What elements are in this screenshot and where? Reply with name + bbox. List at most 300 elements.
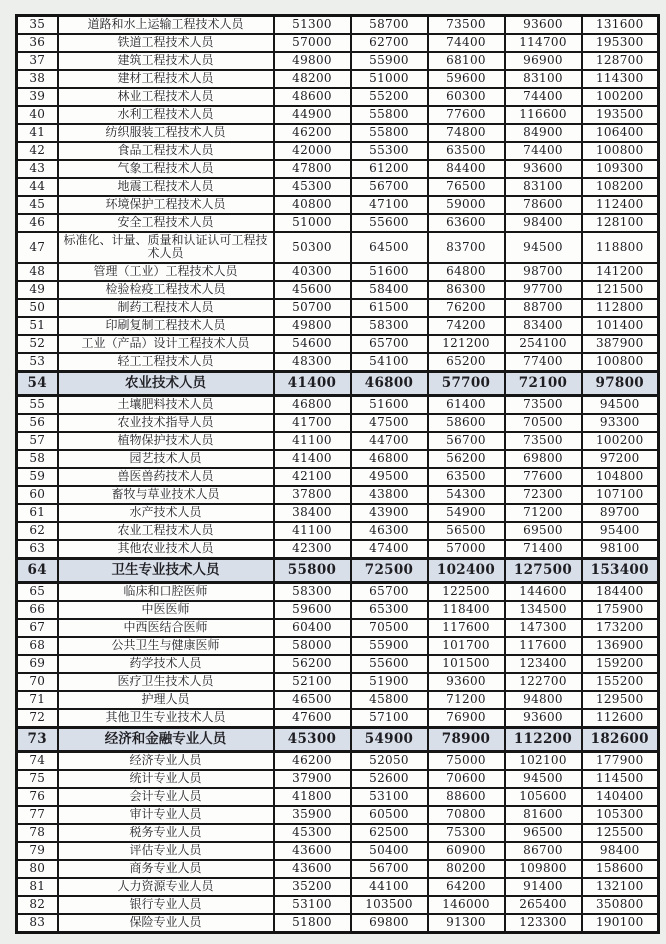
salary-value: 43600 xyxy=(274,842,351,860)
salary-value: 100800 xyxy=(582,142,659,160)
salary-value: 51000 xyxy=(351,70,428,88)
salary-value: 56700 xyxy=(351,178,428,196)
row-index: 75 xyxy=(17,770,58,788)
salary-value: 182600 xyxy=(582,727,659,751)
row-index: 67 xyxy=(17,619,58,637)
salary-value: 93600 xyxy=(505,160,582,178)
salary-value: 102100 xyxy=(505,751,582,770)
salary-value: 112800 xyxy=(582,299,659,317)
salary-value: 45300 xyxy=(274,178,351,196)
salary-value: 73500 xyxy=(505,432,582,450)
occupation-name: 检验检疫工程技术人员 xyxy=(58,281,274,299)
salary-value: 86300 xyxy=(428,281,505,299)
occupation-name: 土壤肥料技术人员 xyxy=(58,395,274,414)
salary-value: 193500 xyxy=(582,106,659,124)
salary-value: 54100 xyxy=(351,353,428,372)
salary-value: 98100 xyxy=(582,540,659,559)
salary-value: 97800 xyxy=(582,371,659,395)
salary-value: 88700 xyxy=(505,299,582,317)
salary-value: 101700 xyxy=(428,637,505,655)
occupation-name: 中西医结合医师 xyxy=(58,619,274,637)
occupation-name: 其他农业技术人员 xyxy=(58,540,274,559)
salary-value: 64800 xyxy=(428,263,505,281)
table-row xyxy=(17,709,659,728)
salary-value: 97700 xyxy=(505,281,582,299)
salary-value: 51000 xyxy=(274,214,351,232)
occupation-name: 税务专业人员 xyxy=(58,824,274,842)
table-row xyxy=(17,619,659,637)
table-row xyxy=(17,770,659,788)
occupation-name: 临床和口腔医师 xyxy=(58,582,274,601)
occupation-name: 保险专业人员 xyxy=(58,914,274,933)
table-row xyxy=(17,214,659,232)
table-row xyxy=(17,335,659,353)
occupation-name: 地震工程技术人员 xyxy=(58,178,274,196)
salary-value: 59600 xyxy=(428,70,505,88)
salary-value: 63500 xyxy=(428,468,505,486)
salary-value: 83700 xyxy=(428,232,505,263)
occupation-name: 审计专业人员 xyxy=(58,806,274,824)
occupation-name: 铁道工程技术人员 xyxy=(58,34,274,52)
occupation-name: 卫生专业技术人员 xyxy=(58,558,274,582)
salary-value: 40800 xyxy=(274,196,351,214)
table-row xyxy=(17,824,659,842)
salary-value: 78900 xyxy=(428,727,505,751)
salary-value: 75300 xyxy=(428,824,505,842)
salary-value: 51300 xyxy=(274,16,351,35)
salary-value: 83400 xyxy=(505,317,582,335)
salary-value: 100200 xyxy=(582,88,659,106)
table-row xyxy=(17,232,659,263)
salary-value: 94500 xyxy=(582,395,659,414)
occupation-name: 标准化、计量、质量和认证认可工程技术人员 xyxy=(58,232,274,263)
salary-value: 45300 xyxy=(274,824,351,842)
salary-value: 49800 xyxy=(274,52,351,70)
row-index: 55 xyxy=(17,395,58,414)
salary-value: 53100 xyxy=(274,896,351,914)
table-row xyxy=(17,468,659,486)
row-index: 70 xyxy=(17,673,58,691)
salary-value: 125500 xyxy=(582,824,659,842)
row-index: 76 xyxy=(17,788,58,806)
salary-value: 190100 xyxy=(582,914,659,933)
salary-value: 48200 xyxy=(274,70,351,88)
occupation-name: 医疗卫生技术人员 xyxy=(58,673,274,691)
row-index: 61 xyxy=(17,504,58,522)
occupation-name: 安全工程技术人员 xyxy=(58,214,274,232)
table-row xyxy=(17,281,659,299)
occupation-name: 银行专业人员 xyxy=(58,896,274,914)
table-row xyxy=(17,601,659,619)
salary-value: 265400 xyxy=(505,896,582,914)
salary-value: 72100 xyxy=(505,371,582,395)
salary-value: 155200 xyxy=(582,673,659,691)
row-index: 35 xyxy=(17,16,58,35)
occupation-name: 公共卫生与健康医师 xyxy=(58,637,274,655)
row-index: 54 xyxy=(17,371,58,395)
salary-value: 52050 xyxy=(351,751,428,770)
salary-value: 64200 xyxy=(428,878,505,896)
table-row xyxy=(17,432,659,450)
occupation-name: 经济专业人员 xyxy=(58,751,274,770)
occupation-name: 统计专业人员 xyxy=(58,770,274,788)
salary-value: 70500 xyxy=(505,414,582,432)
salary-value: 88600 xyxy=(428,788,505,806)
salary-value: 42100 xyxy=(274,468,351,486)
salary-value: 61500 xyxy=(351,299,428,317)
salary-value: 50700 xyxy=(274,299,351,317)
salary-value: 46500 xyxy=(274,691,351,709)
salary-value: 42300 xyxy=(274,540,351,559)
salary-value: 146000 xyxy=(428,896,505,914)
salary-value: 86700 xyxy=(505,842,582,860)
row-index: 49 xyxy=(17,281,58,299)
salary-value: 54900 xyxy=(428,504,505,522)
occupation-name: 管理（工业）工程技术人员 xyxy=(58,263,274,281)
salary-value: 144600 xyxy=(505,582,582,601)
salary-value: 121200 xyxy=(428,335,505,353)
row-index: 68 xyxy=(17,637,58,655)
salary-value: 97200 xyxy=(582,450,659,468)
salary-value: 65300 xyxy=(351,601,428,619)
row-index: 45 xyxy=(17,196,58,214)
salary-value: 57000 xyxy=(274,34,351,52)
salary-value: 77600 xyxy=(505,468,582,486)
salary-value: 131600 xyxy=(582,16,659,35)
salary-value: 128100 xyxy=(582,214,659,232)
occupation-name: 兽医兽药技术人员 xyxy=(58,468,274,486)
row-index: 71 xyxy=(17,691,58,709)
salary-value: 195300 xyxy=(582,34,659,52)
salary-value: 83100 xyxy=(505,178,582,196)
salary-value: 72300 xyxy=(505,486,582,504)
salary-value: 47800 xyxy=(274,160,351,178)
salary-value: 47600 xyxy=(274,709,351,728)
salary-value: 60300 xyxy=(428,88,505,106)
salary-value: 58400 xyxy=(351,281,428,299)
table-row xyxy=(17,299,659,317)
salary-value: 48600 xyxy=(274,88,351,106)
table-row xyxy=(17,522,659,540)
salary-value: 69500 xyxy=(505,522,582,540)
salary-value: 117600 xyxy=(505,637,582,655)
table-row xyxy=(17,914,659,933)
salary-value: 108200 xyxy=(582,178,659,196)
salary-value: 74400 xyxy=(505,142,582,160)
table-row xyxy=(17,16,659,35)
salary-value: 62700 xyxy=(351,34,428,52)
salary-value: 56200 xyxy=(274,655,351,673)
salary-value: 141200 xyxy=(582,263,659,281)
salary-value: 106400 xyxy=(582,124,659,142)
table-row xyxy=(17,637,659,655)
salary-value: 46800 xyxy=(274,395,351,414)
salary-value: 62500 xyxy=(351,824,428,842)
table-row xyxy=(17,88,659,106)
salary-value: 56200 xyxy=(428,450,505,468)
salary-value: 93600 xyxy=(505,16,582,35)
salary-table-body xyxy=(17,16,659,933)
table-row xyxy=(17,842,659,860)
row-index: 56 xyxy=(17,414,58,432)
salary-value: 91300 xyxy=(428,914,505,933)
table-row xyxy=(17,160,659,178)
row-index: 82 xyxy=(17,896,58,914)
salary-value: 37900 xyxy=(274,770,351,788)
salary-value: 123300 xyxy=(505,914,582,933)
salary-value: 177900 xyxy=(582,751,659,770)
salary-value: 41400 xyxy=(274,371,351,395)
occupation-name: 制药工程技术人员 xyxy=(58,299,274,317)
row-index: 57 xyxy=(17,432,58,450)
salary-value: 70500 xyxy=(351,619,428,637)
salary-value: 58000 xyxy=(274,637,351,655)
salary-value: 57100 xyxy=(351,709,428,728)
salary-value: 76900 xyxy=(428,709,505,728)
salary-value: 58300 xyxy=(351,317,428,335)
salary-value: 73500 xyxy=(505,395,582,414)
salary-value: 98400 xyxy=(582,842,659,860)
salary-value: 56500 xyxy=(428,522,505,540)
occupation-name: 评估专业人员 xyxy=(58,842,274,860)
table-row xyxy=(17,860,659,878)
occupation-name: 农业技术人员 xyxy=(58,371,274,395)
row-index: 36 xyxy=(17,34,58,52)
salary-value: 52600 xyxy=(351,770,428,788)
row-index: 51 xyxy=(17,317,58,335)
salary-value: 71400 xyxy=(505,540,582,559)
salary-value: 55200 xyxy=(351,88,428,106)
row-index: 73 xyxy=(17,727,58,751)
salary-value: 46800 xyxy=(351,450,428,468)
salary-value: 72500 xyxy=(351,558,428,582)
salary-value: 112200 xyxy=(505,727,582,751)
row-index: 64 xyxy=(17,558,58,582)
salary-value: 98700 xyxy=(505,263,582,281)
table-row xyxy=(17,414,659,432)
salary-value: 59000 xyxy=(428,196,505,214)
salary-value: 54600 xyxy=(274,335,351,353)
occupation-name: 水产技术人员 xyxy=(58,504,274,522)
salary-value: 71200 xyxy=(505,504,582,522)
salary-value: 50300 xyxy=(274,232,351,263)
salary-value: 44900 xyxy=(274,106,351,124)
salary-value: 94500 xyxy=(505,232,582,263)
salary-value: 51900 xyxy=(351,673,428,691)
table-row xyxy=(17,486,659,504)
salary-value: 84900 xyxy=(505,124,582,142)
salary-value: 56700 xyxy=(428,432,505,450)
salary-table xyxy=(15,14,660,934)
salary-value: 100800 xyxy=(582,353,659,372)
salary-value: 74400 xyxy=(505,88,582,106)
occupation-name: 纺织服装工程技术人员 xyxy=(58,124,274,142)
salary-value: 122500 xyxy=(428,582,505,601)
salary-value: 43800 xyxy=(351,486,428,504)
salary-value: 63500 xyxy=(428,142,505,160)
occupation-name: 气象工程技术人员 xyxy=(58,160,274,178)
salary-value: 55800 xyxy=(274,558,351,582)
occupation-name: 植物保护技术人员 xyxy=(58,432,274,450)
row-index: 74 xyxy=(17,751,58,770)
salary-value: 35900 xyxy=(274,806,351,824)
salary-value: 83100 xyxy=(505,70,582,88)
salary-value: 71200 xyxy=(428,691,505,709)
row-index: 80 xyxy=(17,860,58,878)
salary-value: 128700 xyxy=(582,52,659,70)
row-index: 44 xyxy=(17,178,58,196)
salary-value: 118800 xyxy=(582,232,659,263)
salary-value: 57000 xyxy=(428,540,505,559)
salary-value: 55600 xyxy=(351,655,428,673)
row-index: 42 xyxy=(17,142,58,160)
salary-value: 47500 xyxy=(351,414,428,432)
salary-value: 46300 xyxy=(351,522,428,540)
salary-value: 114700 xyxy=(505,34,582,52)
row-index: 79 xyxy=(17,842,58,860)
salary-value: 51600 xyxy=(351,395,428,414)
row-index: 77 xyxy=(17,806,58,824)
occupation-name: 食品工程技术人员 xyxy=(58,142,274,160)
occupation-name: 水利工程技术人员 xyxy=(58,106,274,124)
salary-value: 95400 xyxy=(582,522,659,540)
row-index: 46 xyxy=(17,214,58,232)
occupation-name: 建材工程技术人员 xyxy=(58,70,274,88)
salary-value: 49800 xyxy=(274,317,351,335)
salary-value: 93600 xyxy=(505,709,582,728)
salary-value: 104800 xyxy=(582,468,659,486)
salary-value: 46200 xyxy=(274,124,351,142)
row-index: 78 xyxy=(17,824,58,842)
table-row xyxy=(17,788,659,806)
salary-value: 76500 xyxy=(428,178,505,196)
occupation-name: 农业工程技术人员 xyxy=(58,522,274,540)
salary-value: 48300 xyxy=(274,353,351,372)
salary-value: 173200 xyxy=(582,619,659,637)
salary-value: 94800 xyxy=(505,691,582,709)
salary-value: 147300 xyxy=(505,619,582,637)
section-row xyxy=(17,558,659,582)
salary-value: 76200 xyxy=(428,299,505,317)
salary-value: 98400 xyxy=(505,214,582,232)
salary-value: 387900 xyxy=(582,335,659,353)
row-index: 59 xyxy=(17,468,58,486)
table-row xyxy=(17,504,659,522)
salary-value: 68100 xyxy=(428,52,505,70)
section-row xyxy=(17,371,659,395)
salary-value: 101500 xyxy=(428,655,505,673)
salary-value: 50400 xyxy=(351,842,428,860)
salary-value: 53100 xyxy=(351,788,428,806)
salary-value: 123400 xyxy=(505,655,582,673)
salary-value: 37800 xyxy=(274,486,351,504)
salary-value: 70600 xyxy=(428,770,505,788)
salary-value: 55900 xyxy=(351,637,428,655)
salary-value: 153400 xyxy=(582,558,659,582)
row-index: 50 xyxy=(17,299,58,317)
salary-value: 96500 xyxy=(505,824,582,842)
row-index: 83 xyxy=(17,914,58,933)
salary-value: 77600 xyxy=(428,106,505,124)
occupation-name: 农业技术指导人员 xyxy=(58,414,274,432)
salary-value: 78600 xyxy=(505,196,582,214)
salary-value: 102400 xyxy=(428,558,505,582)
salary-value: 80200 xyxy=(428,860,505,878)
salary-value: 121500 xyxy=(582,281,659,299)
salary-value: 74800 xyxy=(428,124,505,142)
table-row xyxy=(17,655,659,673)
occupation-name: 中医医师 xyxy=(58,601,274,619)
salary-value: 65200 xyxy=(428,353,505,372)
salary-value: 61200 xyxy=(351,160,428,178)
table-row xyxy=(17,691,659,709)
salary-value: 89700 xyxy=(582,504,659,522)
row-index: 40 xyxy=(17,106,58,124)
salary-value: 69800 xyxy=(351,914,428,933)
salary-value: 55300 xyxy=(351,142,428,160)
salary-value: 55800 xyxy=(351,106,428,124)
row-index: 41 xyxy=(17,124,58,142)
salary-value: 51800 xyxy=(274,914,351,933)
salary-value: 112600 xyxy=(582,709,659,728)
salary-value: 58600 xyxy=(428,414,505,432)
salary-value: 47400 xyxy=(351,540,428,559)
salary-value: 70800 xyxy=(428,806,505,824)
salary-value: 60500 xyxy=(351,806,428,824)
salary-value: 41700 xyxy=(274,414,351,432)
section-row xyxy=(17,727,659,751)
salary-value: 127500 xyxy=(505,558,582,582)
salary-value: 93600 xyxy=(428,673,505,691)
row-index: 48 xyxy=(17,263,58,281)
salary-value: 74400 xyxy=(428,34,505,52)
row-index: 43 xyxy=(17,160,58,178)
row-index: 62 xyxy=(17,522,58,540)
table-row xyxy=(17,878,659,896)
salary-value: 41400 xyxy=(274,450,351,468)
salary-value: 55900 xyxy=(351,52,428,70)
table-row xyxy=(17,353,659,372)
salary-value: 57700 xyxy=(428,371,505,395)
salary-value: 140400 xyxy=(582,788,659,806)
salary-value: 350800 xyxy=(582,896,659,914)
salary-value: 65700 xyxy=(351,582,428,601)
occupation-name: 印刷复制工程技术人员 xyxy=(58,317,274,335)
row-index: 38 xyxy=(17,70,58,88)
salary-value: 175900 xyxy=(582,601,659,619)
salary-value: 158600 xyxy=(582,860,659,878)
table-row xyxy=(17,317,659,335)
salary-value: 112400 xyxy=(582,196,659,214)
occupation-name: 工业（产品）设计工程技术人员 xyxy=(58,335,274,353)
occupation-name: 畜牧与草业技术人员 xyxy=(58,486,274,504)
salary-value: 41800 xyxy=(274,788,351,806)
salary-value: 65700 xyxy=(351,335,428,353)
salary-value: 46200 xyxy=(274,751,351,770)
salary-value: 91400 xyxy=(505,878,582,896)
salary-value: 55800 xyxy=(351,124,428,142)
occupation-name: 经济和金融专业人员 xyxy=(58,727,274,751)
salary-value: 114500 xyxy=(582,770,659,788)
salary-value: 59600 xyxy=(274,601,351,619)
salary-value: 64500 xyxy=(351,232,428,263)
table-row xyxy=(17,34,659,52)
salary-value: 42000 xyxy=(274,142,351,160)
salary-value: 132100 xyxy=(582,878,659,896)
salary-value: 136900 xyxy=(582,637,659,655)
table-row xyxy=(17,673,659,691)
salary-value: 75000 xyxy=(428,751,505,770)
